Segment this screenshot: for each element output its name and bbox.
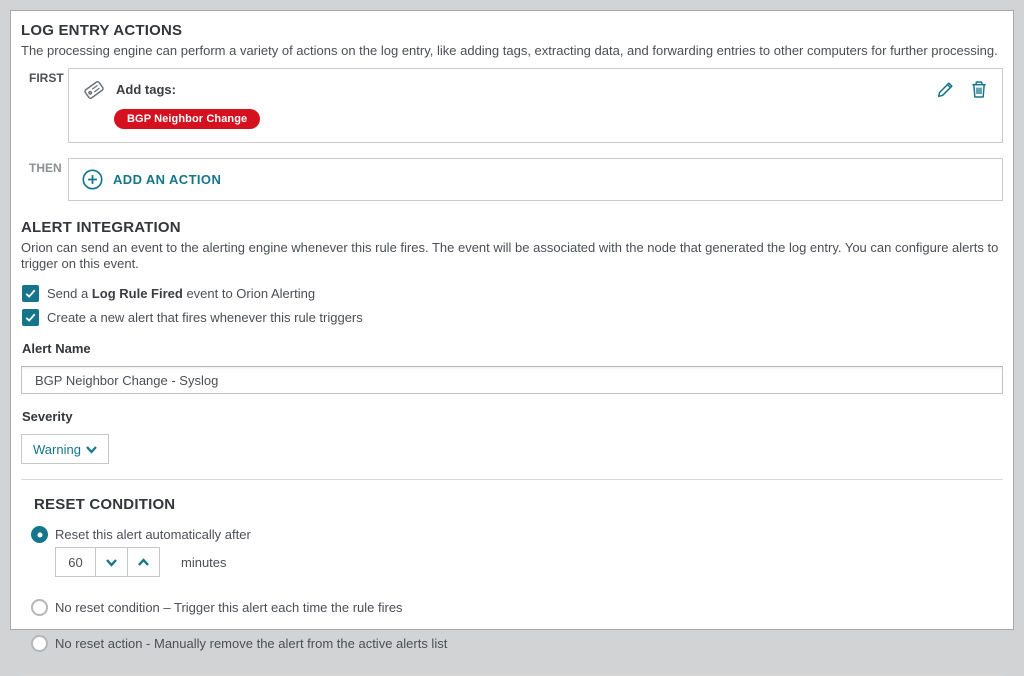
- severity-value: Warning: [33, 441, 81, 457]
- add-an-action-label: ADD AN ACTION: [113, 172, 222, 187]
- no-reset-condition-radio-row: [31, 599, 1003, 616]
- auto-reset-radio-row: [31, 526, 1003, 543]
- auto-reset-label: Reset this alert automatically after: [55, 527, 251, 542]
- no-reset-condition-radio[interactable]: [31, 599, 48, 616]
- alert-integration-description: Orion can send an event to the alerting engine whenever this rule fires. The event will be associated with the node that generated the log entry. You can configure alerts to trigger on this event.: [21, 240, 999, 271]
- section-divider: [21, 479, 1003, 480]
- edit-action-button[interactable]: [935, 79, 956, 100]
- tag-icon: [81, 78, 107, 101]
- no-reset-action-label: No reset action - Manually remove the alert from the active alerts list: [55, 636, 448, 651]
- tag-chip: BGP Neighbor Change: [114, 109, 260, 129]
- no-reset-action-radio[interactable]: [31, 635, 48, 652]
- alert-name-input[interactable]: [21, 366, 1003, 394]
- no-reset-condition-label: No reset condition – Trigger this alert each time the rule fires: [55, 600, 403, 615]
- no-reset-action-radio-row: [31, 635, 1003, 652]
- log-rule-fired-checkbox[interactable]: [22, 285, 39, 302]
- severity-label: Severity: [22, 409, 73, 424]
- plus-circle-icon: [81, 168, 104, 191]
- minutes-stepper-row: [55, 547, 1003, 577]
- alert-name-label: Alert Name: [22, 341, 91, 356]
- chevron-up-icon: [136, 555, 151, 570]
- auto-reset-radio[interactable]: [31, 526, 48, 543]
- minutes-input[interactable]: [55, 547, 96, 577]
- chevron-down-icon: [104, 555, 119, 570]
- first-label: FIRST: [29, 71, 64, 85]
- minutes-stepper: [55, 547, 160, 577]
- chevron-down-icon: [84, 442, 99, 457]
- minutes-increment-button[interactable]: [127, 547, 160, 577]
- alert-integration-title: ALERT INTEGRATION: [21, 219, 181, 236]
- log-entry-actions-description: The processing engine can perform a variety of actions on the log entry, like adding tags, extracting data, and forwarding entries to other computers for further processing.: [21, 43, 998, 58]
- then-label: THEN: [29, 161, 62, 175]
- settings-panel: [10, 10, 1014, 651]
- reset-condition-title: RESET CONDITION: [34, 496, 176, 513]
- minutes-decrement-button[interactable]: [95, 547, 128, 577]
- minutes-label: minutes: [181, 554, 227, 570]
- delete-action-button[interactable]: [969, 79, 989, 100]
- checkmark-icon: [24, 311, 37, 324]
- add-tags-label: Add tags:: [116, 82, 176, 97]
- severity-dropdown[interactable]: [21, 434, 109, 464]
- checkmark-icon: [24, 287, 37, 300]
- create-alert-checkbox[interactable]: [22, 309, 39, 326]
- log-entry-actions-title: LOG ENTRY ACTIONS: [21, 22, 183, 39]
- add-tags-action-card: [68, 68, 1003, 143]
- log-rule-fired-label: Send a Log Rule Fired event to Orion Alerting: [47, 286, 316, 301]
- add-an-action-button[interactable]: [68, 158, 1003, 201]
- first-action-row: [21, 68, 1003, 143]
- create-alert-checkbox-row: [22, 309, 1003, 326]
- alert-integration-section: [21, 219, 1003, 464]
- log-rule-fired-checkbox-row: [22, 285, 1003, 302]
- create-alert-label: Create a new alert that fires whenever this rule triggers: [47, 310, 363, 325]
- reset-condition-section: [34, 496, 1003, 652]
- then-action-row: [21, 158, 1003, 201]
